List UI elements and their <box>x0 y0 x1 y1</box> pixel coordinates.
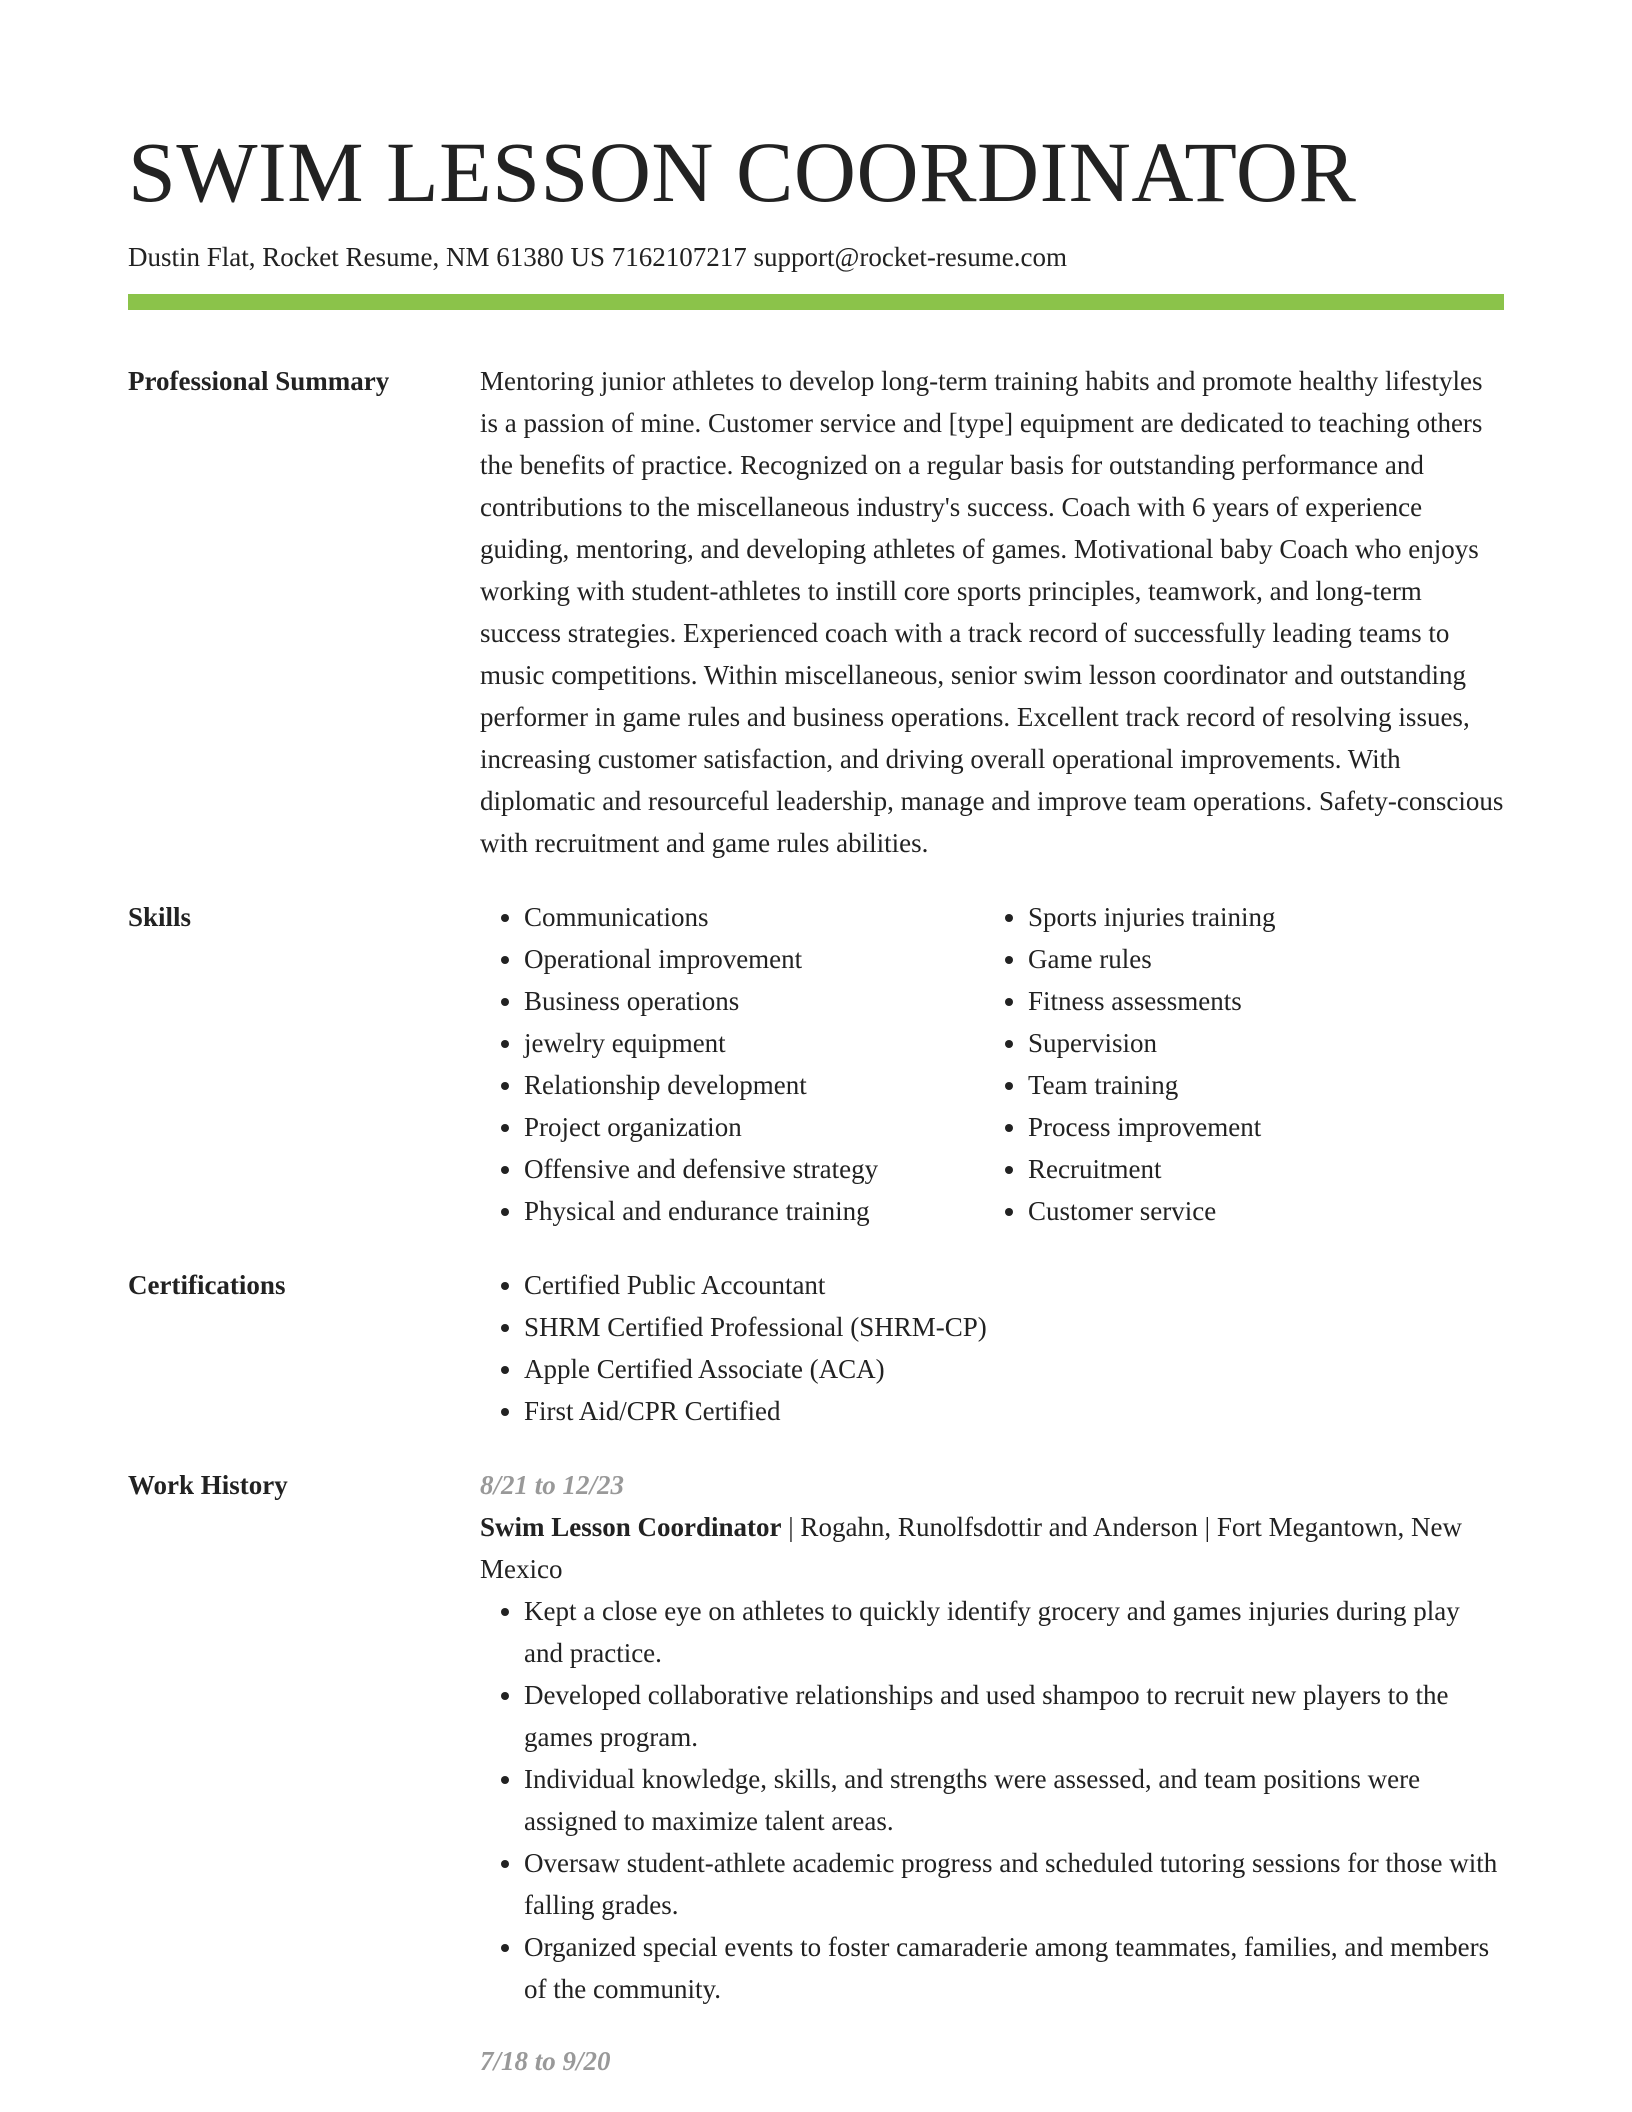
certifications-heading: Certifications <box>128 1270 286 1300</box>
work-history-body <box>480 1464 1504 2082</box>
skills-heading: Skills <box>128 902 192 932</box>
skill-item: • Customer service <box>1028 1190 1488 1232</box>
skill-item: • Sports injuries training <box>1028 896 1488 938</box>
certification-item: • First Aid/CPR Certified <box>524 1390 1504 1432</box>
contact-line: Dustin Flat, Rocket Resume, NM 61380 US 7162107217 support@rocket-resume.com <box>128 242 1068 272</box>
skill-item: • Business operations <box>524 980 984 1022</box>
certification-item: • SHRM Certified Professional (SHRM-CP) <box>524 1306 1504 1348</box>
job-entry <box>480 1464 1504 2010</box>
summary-body <box>480 360 1504 864</box>
summary-heading: Professional Summary <box>128 366 390 396</box>
job-bullet: • Kept a close eye on athletes to quickly identify grocery and games injuries during play and practice. <box>524 1590 1504 1674</box>
skill-item: • Operational improvement <box>524 938 984 980</box>
skill-item: • Offensive and defensive strategy <box>524 1148 984 1190</box>
skill-item: • jewelry equipment <box>524 1022 984 1064</box>
job-dates: 8/21 to 12/23 <box>480 1470 625 1500</box>
work-history-heading: Work History <box>128 1470 288 1500</box>
job-dates: 7/18 to 9/20 <box>480 2046 611 2076</box>
skill-item: • Process improvement <box>1028 1106 1488 1148</box>
certification-item: • Apple Certified Associate (ACA) <box>524 1348 1504 1390</box>
job-bullet: • Developed collaborative relationships and used shampoo to recruit new players to the games program. <box>524 1674 1504 1758</box>
job-details: | Rogahn, Runolfsdottir and Anderson | Fort Megantown, New Mexico <box>480 1512 1463 1584</box>
skill-item: • Supervision <box>1028 1022 1488 1064</box>
job-title-line <box>480 1506 1504 1590</box>
certifications-section <box>128 1264 1504 1432</box>
job-bullets <box>480 1590 1504 2010</box>
resume-page <box>128 0 1504 2082</box>
skill-item: • Recruitment <box>1028 1148 1488 1190</box>
certifications-body <box>480 1264 1504 1432</box>
skill-item: • Game rules <box>1028 938 1488 980</box>
certification-item: • Certified Public Accountant <box>524 1264 1504 1306</box>
summary-text: Mentoring junior athletes to develop long-term training habits and promote healthy lifestyles is a passion of mine. Customer service and [type] equipment are dedicated to teaching others the benefits of practice. Recognized on a regular basis for outstanding performance and contributions to the miscellaneous industry's success. Coach with 6 years of experience guiding, mentoring, and developing athletes of games. Motivational baby Coach who enjoys working with student-athletes to instill core sports principles, teamwork, and long-term success strategies. Experienced coach with a track record of successfully leading teams to music competitions. Within miscellaneous, senior swim lesson coordinator and outstanding performer in game rules and business operations. Excellent track record of resolving issues, increasing customer satisfaction, and driving overall operational improvements. With diplomatic and resourceful leadership, manage and improve team operations. Safety-conscious with recruitment and game rules abilities. <box>480 366 1504 858</box>
skills-list-left <box>480 896 984 1232</box>
work-history-section <box>128 1464 1504 2082</box>
skill-item: • Relationship development <box>524 1064 984 1106</box>
job-bullet: • Individual knowledge, skills, and strengths were assessed, and team positions were assigned to maximize talent areas. <box>524 1758 1504 1842</box>
skill-item: • Fitness assessments <box>1028 980 1488 1022</box>
summary-section <box>128 360 1504 864</box>
header-divider <box>128 294 1504 310</box>
certifications-list <box>480 1264 1504 1432</box>
skills-columns <box>480 896 1504 1232</box>
skills-list-right <box>984 896 1488 1232</box>
job-bullet: • Organized special events to foster camaraderie among teammates, families, and members of the community. <box>524 1926 1504 2010</box>
skill-item: • Physical and endurance training <box>524 1190 984 1232</box>
skill-item: • Team training <box>1028 1064 1488 1106</box>
job-bullet: • Oversaw student-athlete academic progress and scheduled tutoring sessions for those with falling grades. <box>524 1842 1504 1926</box>
job-entry <box>480 2040 1504 2082</box>
skill-item: • Communications <box>524 896 984 938</box>
resume-title: SWIM LESSON COORDINATOR <box>128 124 1357 220</box>
skills-section <box>128 896 1504 1232</box>
job-title: Swim Lesson Coordinator <box>480 1512 782 1542</box>
skill-item: • Project organization <box>524 1106 984 1148</box>
